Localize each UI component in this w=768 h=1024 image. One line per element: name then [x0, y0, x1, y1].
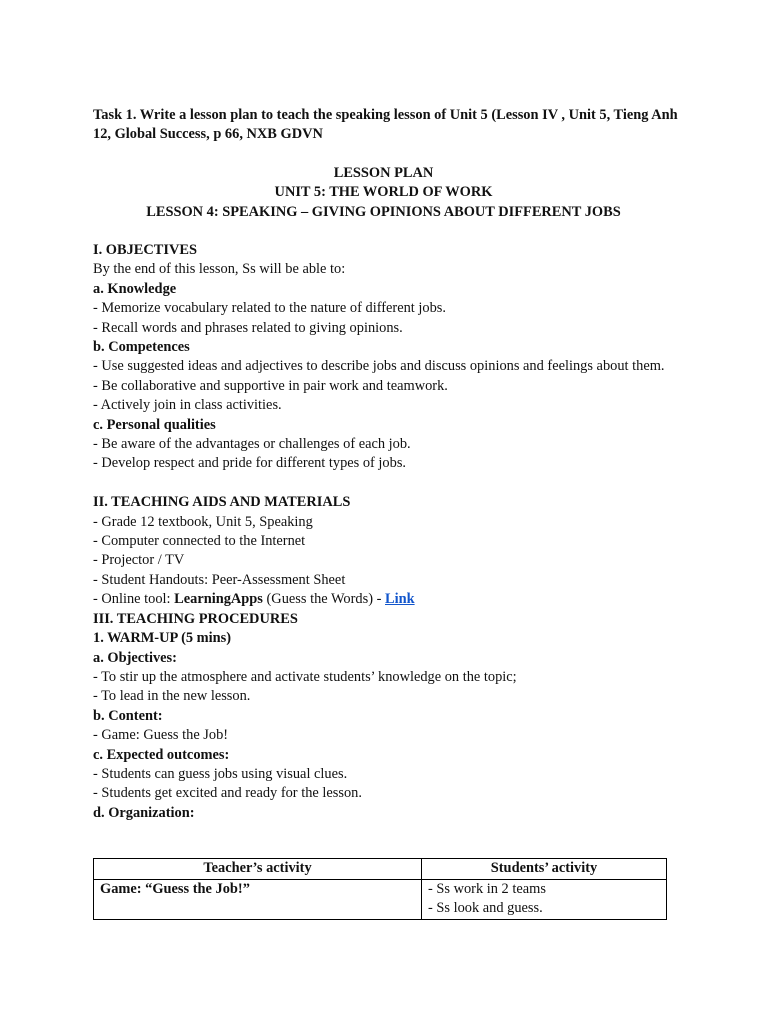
qualities-item: - Develop respect and pride for different types of jobs.	[93, 455, 407, 472]
aids-online-tool-line	[93, 590, 685, 609]
header-lesson: LESSON 4: SPEAKING – GIVING OPINIONS ABOUT DIFFERENT JOBS	[146, 203, 621, 220]
table-header-students: Students’ activity	[422, 859, 667, 880]
warmup-organization-heading: d. Organization:	[93, 804, 195, 821]
competences-heading: b. Competences	[93, 339, 190, 356]
lesson-body	[93, 241, 685, 823]
aids-heading: II. TEACHING AIDS AND MATERIALS	[93, 494, 351, 511]
knowledge-heading: a. Knowledge	[93, 280, 177, 297]
warmup-outcomes-item: - Students can guess jobs using visual clues.	[93, 765, 348, 782]
objectives-heading: I. OBJECTIVES	[93, 242, 197, 258]
warmup-content-item: - Game: Guess the Job!	[93, 727, 229, 744]
aids-item: - Computer connected to the Internet	[93, 533, 306, 550]
students-activity-line: - Ss look and guess.	[428, 900, 543, 917]
online-tool-name: LearningApps	[174, 591, 263, 608]
competences-item: - Actively join in class activities.	[93, 397, 282, 414]
aids-item: - Student Handouts: Peer-Assessment Sheet	[93, 571, 346, 588]
aids-item: - Grade 12 textbook, Unit 5, Speaking	[93, 513, 313, 530]
warmup-objectives-item: - To lead in the new lesson.	[93, 688, 251, 705]
section-gap	[93, 474, 685, 493]
lesson-plan-header	[93, 164, 674, 222]
table-row	[94, 880, 667, 920]
task-instruction: Task 1. Write a lesson plan to teach the speaking lesson of Unit 5 (Lesson IV , Unit 5, Tieng Anh 12, Global Success, p 66, NXB GDVN	[93, 107, 678, 143]
online-tool-suffix: (Guess the Words) -	[262, 591, 385, 608]
knowledge-item: - Memorize vocabulary related to the nature of different jobs.	[93, 300, 446, 317]
header-title: LESSON PLAN	[333, 165, 434, 181]
students-activity-line: - Ss work in 2 teams	[428, 881, 546, 897]
warmup-objectives-item: - To stir up the atmosphere and activate students’ knowledge on the topic;	[93, 668, 517, 685]
aids-item: - Projector / TV	[93, 552, 185, 569]
knowledge-item: - Recall words and phrases related to giving opinions.	[93, 319, 403, 336]
table-cell-teacher-activity: Game: “Guess the Job!”	[94, 880, 422, 920]
learningapps-link[interactable]: Link	[385, 591, 415, 608]
warmup-outcomes-item: - Students get excited and ready for the lesson.	[93, 785, 362, 802]
qualities-heading: c. Personal qualities	[93, 416, 216, 433]
procedures-heading: III. TEACHING PROCEDURES	[93, 610, 298, 627]
objectives-intro: By the end of this lesson, Ss will be able to:	[93, 261, 346, 278]
header-unit: UNIT 5: THE WORLD OF WORK	[274, 184, 493, 201]
competences-item: - Use suggested ideas and adjectives to describe jobs and discuss opinions and feelings about them.	[93, 358, 665, 375]
table-header-teacher: Teacher’s activity	[94, 859, 422, 880]
online-tool-prefix: - Online tool:	[93, 591, 175, 608]
warmup-outcomes-heading: c. Expected outcomes:	[93, 746, 230, 763]
competences-item: - Be collaborative and supportive in pair work and teamwork.	[93, 377, 448, 394]
warmup-content-heading: b. Content:	[93, 707, 163, 724]
warmup-heading: 1. WARM-UP (5 mins)	[93, 630, 232, 647]
activity-table	[93, 858, 667, 920]
warmup-objectives-heading: a. Objectives:	[93, 649, 177, 666]
table-header-row	[94, 859, 667, 880]
qualities-item: - Be aware of the advantages or challenges of each job.	[93, 436, 411, 453]
table-cell-students-activity	[422, 880, 667, 920]
